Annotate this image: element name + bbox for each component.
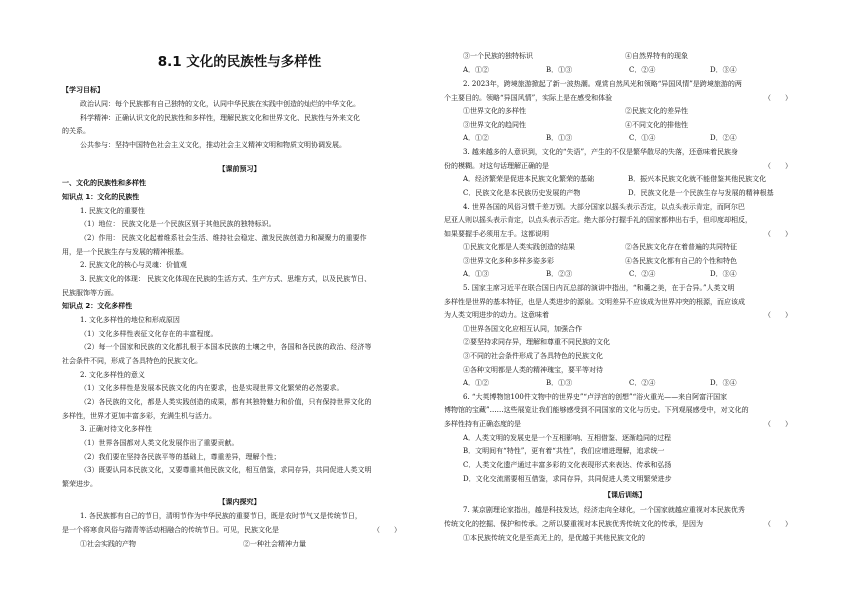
preview-line: （2）每一个国家和民族的文化都扎根于本国本民族的土壤之中，各国和各民族的政治、经济等 xyxy=(80,343,372,351)
option-item: ④不同文化的排他性 xyxy=(625,121,688,129)
practice-heading: 【课后训练】 xyxy=(604,491,646,499)
answer-paren: （ ） xyxy=(764,94,792,102)
question-stem: 多样性是世界的基本特征，也是人类进步的源泉。文明差异不应该成为世界冲突的根源，而应该成 xyxy=(444,298,745,306)
choice-b: B．①③ xyxy=(546,66,573,74)
answer-paren: （ ） xyxy=(764,162,792,170)
choice-d: D．③④ xyxy=(710,270,737,278)
preview-line: （1）文化多样性表征文化存在的丰富程度。 xyxy=(80,330,218,338)
objective-line: 公共参与：坚持中国特色社会主义文化，推动社会主义精神文明和物质文明协调发展。 xyxy=(80,141,346,149)
knowledge-point-heading: 知识点 2：文化多样性 xyxy=(62,302,133,310)
preview-line: 1. 民族文化的重要性 xyxy=(80,207,145,215)
option-item: ③世界文化多种多样多姿多彩 xyxy=(463,257,554,265)
preview-line: 2. 文化多样性的意义 xyxy=(80,371,145,379)
option-item: D．民族文化是一个民族生存与发展的精神根基 xyxy=(628,189,774,197)
option-item: A．人类文明的发展史是一个互相影响、互相借鉴、逐渐趋同的过程 xyxy=(463,434,672,442)
option-item: ①社会实践的产物 xyxy=(80,540,136,548)
preview-line: （1）地位： 民族文化是一个民族区别于其他民族的独特标识。 xyxy=(80,220,276,228)
question-stem: 为人类文明进步的动力。这意味着 xyxy=(444,311,549,319)
preview-heading: 【课前预习】 xyxy=(218,165,261,173)
choice-d: D．②④ xyxy=(710,134,737,142)
option-item: ①世界文化的多样性 xyxy=(463,107,526,115)
question-stem: 4. 世界各国的风俗习惯千差万别。大部分国家以摇头表示否定，以点头表示肯定，而阿尔巴 xyxy=(463,203,745,211)
option-item: ②一种社会精神力量 xyxy=(243,540,306,548)
objective-line: 政治认同：每个民族都有自己独特的文化，认同中华民族在实践中创造的灿烂的中华文化。 xyxy=(80,100,360,108)
question-stem: 5. 国家主席习近平在联合国日内瓦总部的演讲中指出，“和羹之美，在于合异。”人类文明 xyxy=(463,284,735,292)
preview-line: 3. 民族文化的体现： 民族文化体现在民族的生活方式、生产方式、思维方式，以及民族节日、 xyxy=(80,275,372,283)
knowledge-point-heading: 知识点 1：文化的民族性 xyxy=(62,193,140,201)
option-item: ④各种文明都是人类的精神瑰宝，要平等对待 xyxy=(463,366,603,374)
question-stem: 份的模糊。对这句话理解正确的是 xyxy=(444,162,549,170)
choice-a: A．①② xyxy=(463,379,490,387)
preview-line: （2）各民族的文化，都是人类实践创造的成果，都有其独特魅力和价值，只有保持世界文化的 xyxy=(80,398,372,406)
answer-paren: （ ） xyxy=(764,420,792,428)
answer-paren: （ ） xyxy=(764,230,792,238)
preview-line: （2）我们要在坚持各民族平等的基础上，尊重差异，理解个性； xyxy=(80,453,281,461)
preview-line: 多样性，世界才更加丰富多彩，充满生机与活力。 xyxy=(62,412,216,420)
question-stem: 个主要目的。领略“异国风情”，实际上是在感受和体验 xyxy=(444,94,613,102)
choice-c: C．①④ xyxy=(629,134,656,142)
option-item: ④各民族文化都有自己的个性和特色 xyxy=(625,257,737,265)
preview-line: 民族服饰等方面。 xyxy=(62,289,118,297)
preview-line: 1. 文化多样性的地位和形成原因 xyxy=(80,316,180,324)
choice-d: D．③④ xyxy=(710,379,737,387)
preview-line: （1）文化多样性是发展本民族文化的内在要求，也是实现世界文化繁荣的必然要求。 xyxy=(80,384,344,392)
option-item: ①本民族传统文化是至高无上的，是优越于其他民族文化的 xyxy=(463,534,645,542)
objective-line: 科学精神：正确认识文化的民族性和多样性，理解民族文化和世界文化、民族性与外来文化 xyxy=(80,114,360,122)
option-item: C．人类文化遗产通过丰富多彩的文化表现形式来表达、传承和弘扬 xyxy=(463,461,672,469)
preview-line: 繁荣进步。 xyxy=(62,480,97,488)
option-item: ③世界文化的趋同性 xyxy=(463,121,526,129)
preview-line: 3. 正确对待文化多样性 xyxy=(80,425,152,433)
preview-line: 2. 民族文化的核心与灵魂：价值观 xyxy=(80,261,187,269)
question-stem: 传统文化的挖掘、保护和传承。之所以要重视对本民族优秀传统文化的传承，是因为 xyxy=(444,520,703,528)
option-item: ③一个民族的独特标识 xyxy=(463,52,533,60)
option-item: C．民族文化是本民族历史发展的产物 xyxy=(463,189,581,197)
answer-paren: （ ） xyxy=(764,311,792,319)
question-stem: 6. “大英博物馆100件文物中的世界史”“卢浮宫的创想”“浴火重光——来自阿富汗国家 xyxy=(463,393,728,401)
choice-c: C．②④ xyxy=(629,379,656,387)
section-heading: 一、文化的民族性和多样性 xyxy=(62,179,146,187)
question-stem: 7. 某京剧理论家指出，越是科技发达，经济走向全球化，一个国家就越应重视对本民族优秀 xyxy=(463,506,745,514)
answer-paren: （ ） xyxy=(373,526,401,534)
question-stem: 是一个将寒食风俗与踏青等活动相融合的传统节日。可见，民族文化是 xyxy=(62,526,279,534)
choice-d: D．③④ xyxy=(710,66,737,74)
choice-c: C．②④ xyxy=(629,270,656,278)
choice-a: A．①② xyxy=(463,134,490,142)
preview-line: 社会条件不同，形成了各具特色的民族文化。 xyxy=(62,357,202,365)
preview-line: （1）世界各国都对人类文化发展作出了重要贡献。 xyxy=(80,439,239,447)
option-item: ①世界各国文化应相互认同，加强合作 xyxy=(463,325,582,333)
question-stem: 尼亚人则以摇头表示肯定，以点头表示否定。绝大部分打握手礼的国家都伸出右手，但印度却相反， xyxy=(444,216,752,224)
choice-a: A．①③ xyxy=(463,270,490,278)
question-stem: 多样性持有正确态度的是 xyxy=(444,420,521,428)
option-item: ①民族文化都是人类实践创造的结果 xyxy=(463,243,575,251)
preview-line: 用，是一个民族生存与发展的精神根基。 xyxy=(62,248,188,256)
option-item: ③不同的社会条件形成了各具特色的民族文化 xyxy=(463,352,603,360)
choice-b: B．①③ xyxy=(546,134,573,142)
choice-b: B．①③ xyxy=(546,379,573,387)
question-stem: 1. 各民族都有自己的节日，清明节作为中华民族的重要节日，既是农时节气又是传统节日， xyxy=(80,512,362,520)
option-item: ④自然界特有的现象 xyxy=(625,52,688,60)
preview-line: （2）作用： 民族文化起着维系社会生活、维持社会稳定、激发民族创造力和凝聚力的重要作 xyxy=(80,234,367,242)
question-stem: 3. 越来越多的人意识到，文化的“失语”，产生的不仅是繁华散尽的失落，还意味着民族身 xyxy=(463,148,739,156)
objectives-heading: 【学习目标】 xyxy=(62,86,104,94)
question-stem: 2. 2023年，跨境旅游掀起了新一波热潮。观赏自然风光和领略“异国风情”是跨境旅游的两 xyxy=(463,80,742,88)
option-item: A．经济繁荣是促进本民族文化繁荣的基础 xyxy=(463,175,595,183)
choice-b: B．②③ xyxy=(546,270,573,278)
preview-line: （3）既要认同本民族文化，又要尊重其他民族文化，相互借鉴，求同存异，共同促进人类文明 xyxy=(80,466,372,474)
option-item: B．文明间有“特性”，更有着“共性”，我们应增进理解，追求统一 xyxy=(463,447,665,455)
option-item: ②民族文化的差异性 xyxy=(625,107,688,115)
choice-a: A．①② xyxy=(463,66,490,74)
option-item: ②各民族文化存在着普遍的共同特征 xyxy=(625,243,737,251)
option-item: ②要坚持求同存异，理解和尊重不同民族的文化 xyxy=(463,338,610,346)
objective-line: 的关系。 xyxy=(62,127,90,135)
option-item: B．振兴本民族文化就不能借鉴其他民族文化 xyxy=(628,175,767,183)
answer-paren: （ ） xyxy=(764,520,792,528)
option-item: D．文化交流需要相互借鉴，求同存异，共同促进人类文明繁荣进步 xyxy=(463,475,672,483)
page-title: 8.1 文化的民族性与多样性 xyxy=(157,54,322,70)
choice-c: C．②④ xyxy=(629,66,656,74)
question-stem: 如果要握手必须用左手。这都说明 xyxy=(444,230,549,238)
explore-heading: 【课内探究】 xyxy=(218,498,261,506)
question-stem: 博物馆的宝藏”……这些展览让我们能够感受到不同国家的文化与历史。下列观展感受中，对文化的 xyxy=(444,406,749,414)
